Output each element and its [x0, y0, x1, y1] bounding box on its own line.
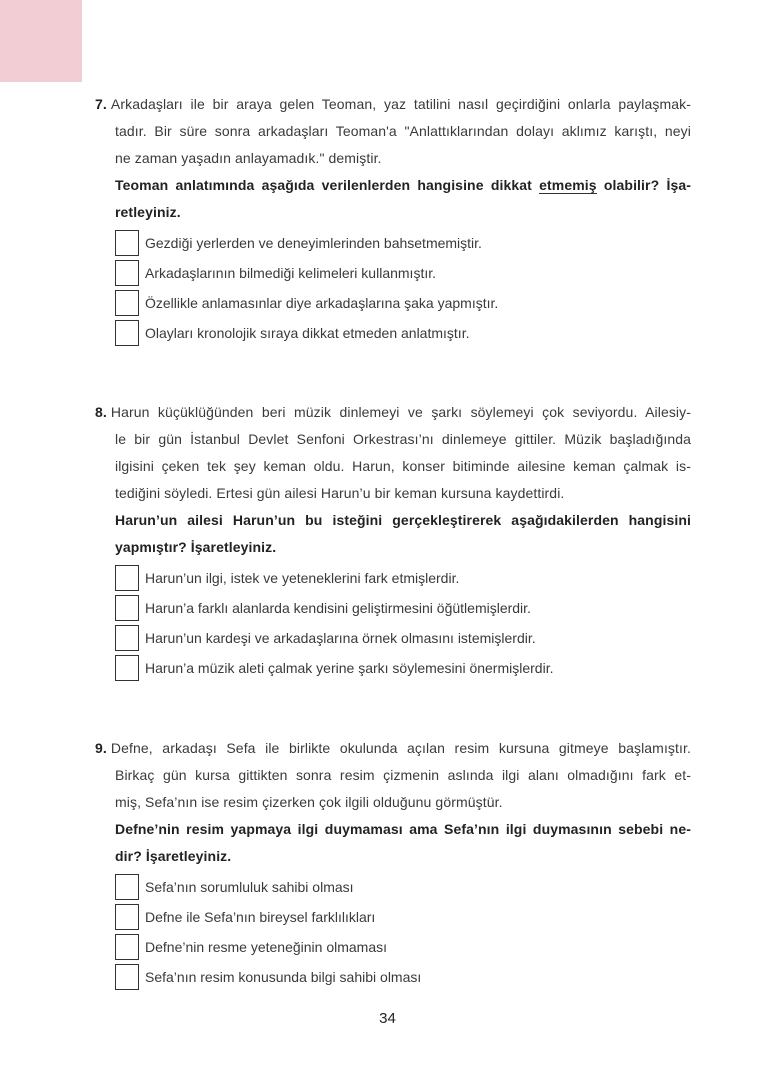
question-prompt: Defne’nin resim yapmaya ilgi duymaması ama Sefa’nın ilgi duymasının sebebi ne- — [115, 821, 691, 837]
option-label: Olayları kronolojik sıraya dikkat etmeden anlatmıştır. — [145, 325, 470, 341]
option-label: Harun’un kardeşi ve arkadaşlarına örnek olmasını istemişlerdir. — [145, 630, 536, 646]
option-label: Harun’un ilgi, istek ve yeteneklerini fark etmişlerdir. — [145, 570, 460, 586]
question-prompt: retleyiniz. — [115, 204, 181, 220]
answer-checkbox[interactable] — [115, 625, 139, 651]
question-text-line: 9. Defne, arkadaşı Sefa ile birlikte okulunda açılan resim kursuna gitmeye başlamıştır. — [95, 740, 691, 756]
answer-checkbox[interactable] — [115, 964, 139, 990]
option-label: Sefa’nın resim konusunda bilgi sahibi olması — [145, 969, 422, 985]
option-label: Defne ile Sefa’nın bireysel farklılıkları — [145, 909, 376, 925]
answer-checkbox[interactable] — [115, 934, 139, 960]
answer-checkbox[interactable] — [115, 290, 139, 316]
option-label: Arkadaşlarının bilmediği kelimeleri kullanmıştır. — [145, 265, 436, 281]
answer-checkbox[interactable] — [115, 874, 139, 900]
question-text-line: tediğini söyledi. Ertesi gün ailesi Harun’u bir keman kursuna kaydettirdi. — [115, 485, 565, 501]
underlined-word: etmemiş — [539, 177, 597, 193]
question-text-line: Birkaç gün kursa gittikten sonra resim çizmenin aslında ilgi alanı olmadığını fark et- — [115, 767, 691, 783]
option-item[interactable] — [95, 872, 691, 902]
option-item[interactable] — [95, 228, 691, 258]
question-text-line: 8. Harun küçüklüğünden beri müzik dinlemeyi ve şarkı söylemeyi çok seviyordu. Ailesiy- — [95, 404, 691, 420]
option-label: Harun’a farklı alanlarda kendisini geliştirmesini öğütlemişlerdir. — [145, 600, 531, 616]
answer-checkbox[interactable] — [115, 565, 139, 591]
option-item[interactable] — [95, 318, 691, 348]
option-item[interactable] — [95, 962, 691, 992]
option-item[interactable] — [95, 258, 691, 288]
question-text-line: ne zaman yaşadın anlayamadık." demiştir. — [115, 150, 382, 166]
corner-decoration — [0, 0, 82, 82]
option-item[interactable] — [95, 623, 691, 653]
question-prompt: Harun’un ailesi Harun’un bu isteğini gerçekleştirerek aşağıdakilerden hangisini — [115, 512, 691, 528]
answer-checkbox[interactable] — [115, 230, 139, 256]
question-text-line: ilgisini çeken tek şey keman oldu. Harun, konser bitiminde ailesine keman çalmak is- — [115, 458, 691, 474]
answer-checkbox[interactable] — [115, 655, 139, 681]
question-text-line: miş, Sefa’nın ise resim çizerken çok ilgili olduğunu görmüştür. — [115, 794, 503, 810]
options-list — [95, 228, 691, 348]
option-item[interactable] — [95, 932, 691, 962]
option-label: Özellikle anlamasınlar diye arkadaşlarına şaka yapmıştır. — [145, 295, 499, 311]
question-number: 7. — [95, 96, 107, 112]
page-number: 34 — [379, 1010, 396, 1027]
question-text-line: tadır. Bir süre sonra arkadaşları Teoman'a "Anlattıklarından dolayı aklımız karıştı, neyi — [115, 123, 691, 139]
option-item[interactable] — [95, 902, 691, 932]
option-item[interactable] — [95, 288, 691, 318]
answer-checkbox[interactable] — [115, 904, 139, 930]
question-number: 8. — [95, 404, 107, 420]
options-list — [95, 563, 691, 683]
answer-checkbox[interactable] — [115, 595, 139, 621]
answer-checkbox[interactable] — [115, 260, 139, 286]
options-list — [95, 872, 691, 992]
question-9 — [95, 735, 691, 992]
question-text-line: 7. Arkadaşları ile bir araya gelen Teoman, yaz tatilini nasıl geçirdiğini onlarla paylaşmak- — [95, 96, 691, 112]
question-7 — [95, 91, 691, 348]
option-label: Gezdiği yerlerden ve deneyimlerinden bahsetmemiştir. — [145, 235, 482, 251]
question-text-line: le bir gün İstanbul Devlet Senfoni Orkestrası’nı dinlemeye gittiler. Müzik başladığında — [115, 431, 691, 447]
option-label: Defne’nin resme yeteneğinin olmaması — [145, 939, 388, 955]
question-prompt: dir? İşaretleyiniz. — [115, 848, 232, 864]
question-prompt: yapmıştır? İşaretleyiniz. — [115, 539, 277, 555]
answer-checkbox[interactable] — [115, 320, 139, 346]
question-number: 9. — [95, 740, 107, 756]
question-prompt: Teoman anlatımında aşağıda verilenlerden hangisine dikkat etmemiş olabilir? İşa- — [115, 177, 691, 193]
option-item[interactable] — [95, 593, 691, 623]
question-8 — [95, 399, 691, 683]
option-item[interactable] — [95, 653, 691, 683]
option-label: Harun’a müzik aleti çalmak yerine şarkı söylemesini önermişlerdir. — [145, 660, 554, 676]
option-item[interactable] — [95, 563, 691, 593]
option-label: Sefa’nın sorumluluk sahibi olması — [145, 879, 354, 895]
